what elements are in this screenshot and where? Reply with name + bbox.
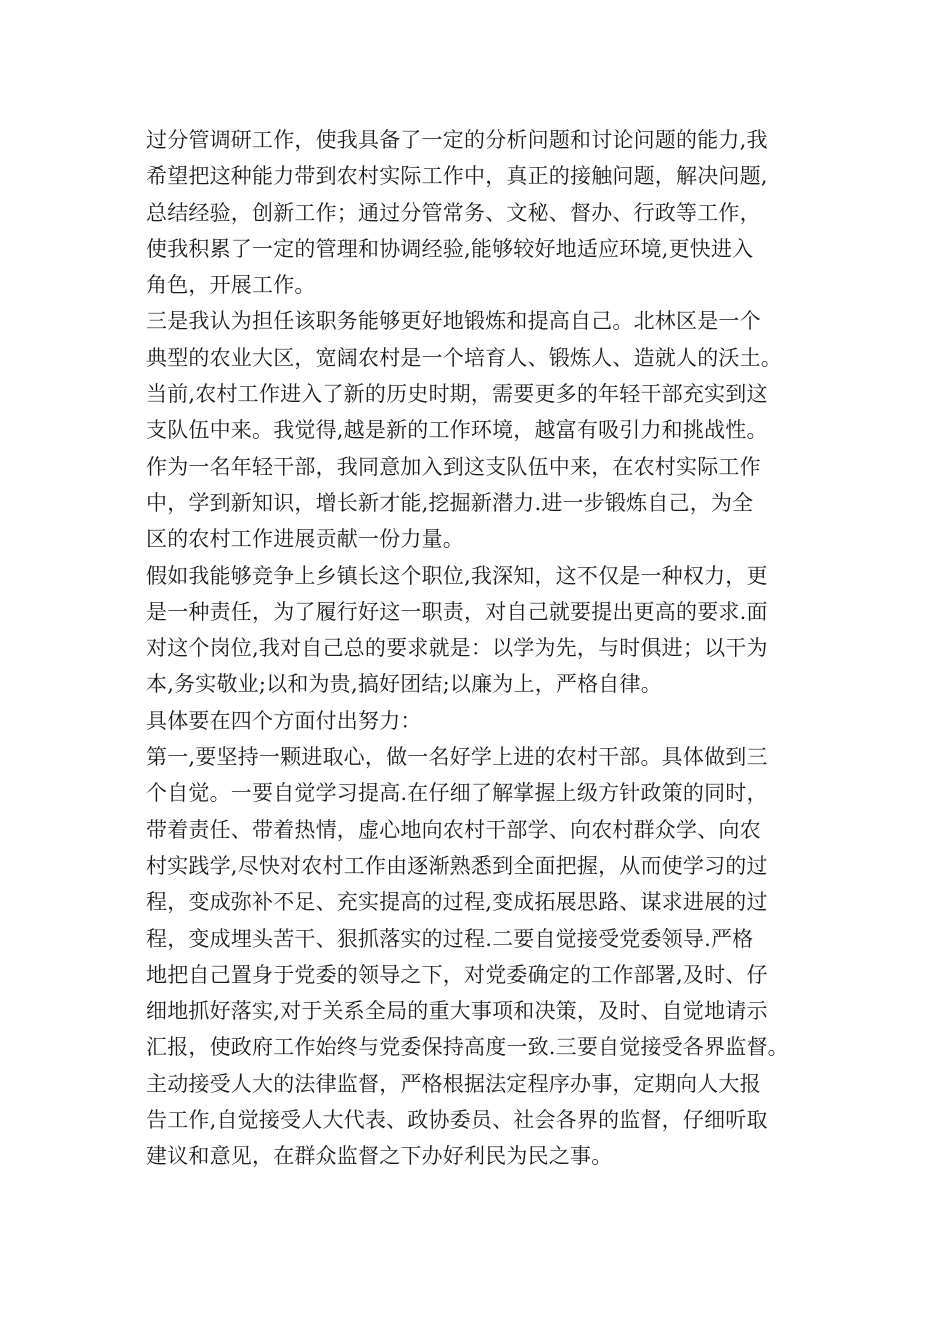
text-line: 主动接受人大的法律监督，严格根据法定程序办事，定期向人大报 (146, 1071, 761, 1096)
text-line: 细地抓好落实,对于关系全局的重大事项和决策，及时、自觉地请示 (146, 999, 768, 1024)
text-line: 告工作,自觉接受人大代表、政协委员、社会各界的监督，仔细听取 (146, 1108, 768, 1133)
text-line: 个自觉。一要自觉学习提高.在仔细了解掌握上级方针政策的同时， (146, 781, 768, 806)
text-line: 对这个岗位,我对自己总的要求就是：以学为先，与时俱进；以干为 (146, 636, 768, 661)
text-line: 带着责任、带着热情，虚心地向农村干部学、向农村群众学、向农 (146, 817, 761, 842)
text-line: 角色，开展工作。 (146, 273, 316, 298)
text-line: 假如我能够竞争上乡镇长这个职位,我深知，这不仅是一种权力，更 (146, 563, 768, 588)
text-line: 使我积累了一定的管理和协调经验,能够较好地适应环境,更快进入 (146, 236, 754, 261)
text-line: 过分管调研工作，使我具备了一定的分析问题和讨论问题的能力,我 (146, 128, 768, 152)
text-line: 本,务实敬业;以和为贵,搞好团结;以廉为上，严格自律。 (146, 672, 662, 697)
text-line: 程，变成埋头苦干、狠抓落实的过程.二要自觉接受党委领导.严格 (146, 926, 754, 951)
text-line: 地把自己置身于党委的领导之下，对党委确定的工作部署,及时、仔 (146, 962, 768, 987)
text-line: 具体要在四个方面付出努力： (146, 708, 422, 733)
text-line: 作为一名年轻干部，我同意加入到这支队伍中来，在农村实际工作 (146, 454, 761, 479)
text-line: 建议和意见，在群众监督之下办好利民为民之事。 (146, 1144, 613, 1169)
text-line: 程，变成弥补不足、充实提高的过程,变成拓展思路、谋求进展的过 (146, 890, 768, 915)
text-line: 村实践学,尽快对农村工作由逐渐熟悉到全面把握，从而使学习的过 (146, 853, 768, 878)
document-body (146, 122, 836, 1175)
text-line: 典型的农业大区，宽阔农村是一个培育人、锻炼人、造就人的沃土。 (146, 345, 782, 370)
text-line: 是一种责任，为了履行好这一职责，对自己就要提出更高的要求.面 (146, 599, 768, 624)
text-line: 区的农村工作进展贡献一份力量。 (146, 527, 464, 552)
text-line: 总结经验，创新工作；通过分管常务、文秘、督办、行政等工作， (146, 200, 761, 225)
text-line: 希望把这种能力带到农村实际工作中，真正的接触问题，解决问题, (146, 164, 768, 189)
text-line: 第一,要坚持一颗进取心，做一名好学上进的农村干部。具体做到三 (146, 745, 768, 770)
text-line: 当前,农村工作进入了新的历史时期，需要更多的年轻干部充实到这 (146, 382, 768, 407)
text-line: 三是我认为担任该职务能够更好地锻炼和提高自己。北林区是一个 (146, 309, 761, 334)
text-line: 支队伍中来。我觉得,越是新的工作环境，越富有吸引力和挑战性。 (146, 418, 768, 443)
text-line: 汇报，使政府工作始终与党委保持高度一致.三要自觉接受各界监督。 (146, 1035, 789, 1060)
text-line: 中，学到新知识，增长新才能,挖掘新潜力.进一步锻炼自己，为全 (146, 490, 754, 515)
